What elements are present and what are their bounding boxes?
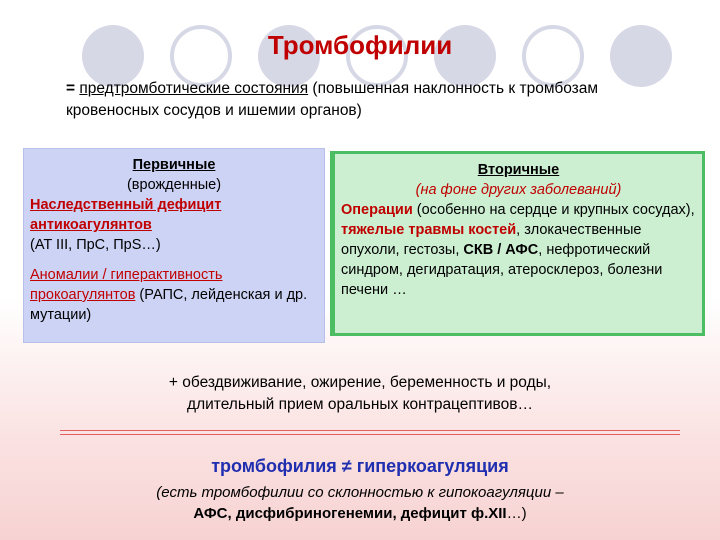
bottom-note: [0, 482, 720, 524]
additional-factors: [0, 372, 720, 416]
primary-heading: Первичные: [132, 157, 216, 173]
secondary-ops-text: (особенно на сердце и крупных сосудах),: [412, 202, 695, 218]
intro-rest: (повышенная наклонность к тромбозам кровеносных сосудов и ишемии органов): [66, 80, 599, 119]
bottom-note-italic: (есть тромбофилии со склонностью к гипокоагуляции –: [156, 484, 564, 501]
intro-definition: [66, 78, 686, 122]
secondary-rest1: , злокачественные опухоли, гестозы,: [341, 222, 642, 258]
bottom-note-end: …): [506, 505, 527, 522]
secondary-heading: Вторичные: [477, 162, 560, 178]
note-line1: + обездвиживание, ожирение, беременность и роды,: [168, 374, 552, 391]
slide-title: Тромбофилии: [267, 30, 453, 60]
primary-item2-title-a: Аномалии / гиперактивность: [30, 267, 223, 283]
secondary-subheading: (на фоне других заболеваний): [415, 182, 622, 198]
secondary-box: [330, 151, 705, 336]
secondary-rest2: , нефротический синдром, дегидратация, атеросклероз, болезни печени …: [341, 242, 663, 298]
bottom-note-plain: АФС, дисфибриногенемии, дефицит ф.XII: [193, 505, 507, 522]
primary-item2-detail: (РАПС, лейденская и др. мутации): [30, 287, 308, 323]
note-line2: длительный прием оральных контрацептивов…: [187, 396, 533, 413]
primary-item1-title: Наследственный дефицит антикоагулянтов: [30, 197, 222, 233]
secondary-body: [341, 200, 696, 300]
intro-marker: =: [66, 80, 76, 97]
divider-bottom: [60, 434, 680, 435]
primary-subheading: (врожденные): [126, 177, 222, 193]
divider-top: [60, 430, 680, 431]
primary-box: [23, 148, 325, 343]
bottom-title: тромбофилия ≠ гиперкоагуляция: [211, 456, 509, 476]
secondary-trauma: тяжелые травмы костей: [341, 222, 517, 238]
primary-item2-title-b: прокоагулянтов: [30, 287, 136, 303]
primary-item2: [30, 265, 318, 325]
secondary-ops-label: Операции: [341, 202, 413, 218]
primary-item1-detail: (AT III, ПрС, ПрS…): [30, 237, 161, 253]
secondary-bold: СКВ / АФС: [463, 242, 539, 258]
intro-term: предтромботические состояния: [79, 80, 309, 97]
